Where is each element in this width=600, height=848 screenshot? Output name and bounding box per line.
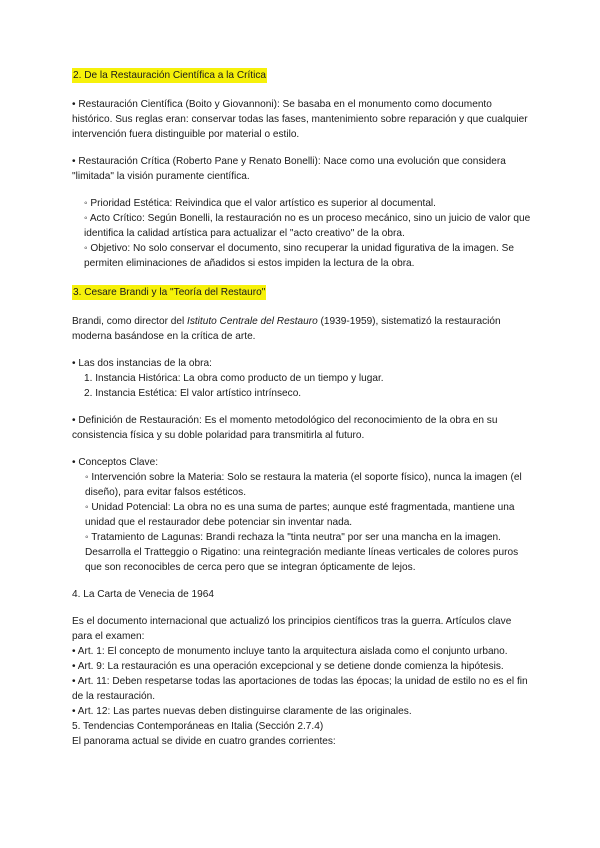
instances-title: • Las dos instancias de la obra: <box>72 358 212 369</box>
objective-bullet: ◦ Objetivo: No solo conservar el documento, sino recuperar la unidad figurativa de la imagen. Se permiten eliminaciones de añadidos si estos impiden la lectura de la obra. <box>84 243 514 269</box>
article-1-item: • Art. 1: El concepto de monumento incluye tanto la arquitectura aislada como el conjunto urbano. <box>72 646 508 657</box>
brandi-intro-end: (1939-1959), sistematizó la restauración moderna basándose en la crítica de arte. <box>72 316 501 342</box>
key-concepts-title: • Conceptos Clave: <box>72 457 159 468</box>
potential-unity-bullet: ◦ Unidad Potencial: La obra no es una suma de partes; aunque esté fragmentada, mantiene una unidad que el restaurador debe potenciar sin inventar nada. <box>85 502 515 528</box>
article-9-item: • Art. 9: La restauración es una operación excepcional y se detiene donde comienza la hipótesis. <box>72 661 504 672</box>
critical-restoration-paragraph: • Restauración Crítica (Roberto Pane y Renato Bonelli): Nace como una evolución que considera "limitada" la visión puramente científica. <box>72 156 506 182</box>
section-4-heading: 4. La Carta de Venecia de 1964 <box>72 589 214 600</box>
brandi-intro-paragraph <box>72 314 532 344</box>
institute-name: Istituto Centrale del Restauro <box>187 316 318 327</box>
article-11-item: • Art. 11: Deben respetarse todas las aportaciones de todas las épocas; la unidad de estilo no es el fin de la restauración. <box>72 676 528 702</box>
matter-intervention-bullet: ◦ Intervención sobre la Materia: Solo se restaura la materia (el soporte físico), nunca la imagen (el diseño), para evitar falsos estéticos. <box>85 472 522 498</box>
historic-instance-item: 1. Instancia Histórica: La obra como producto de un tiempo y lugar. <box>84 373 384 384</box>
section-3-heading: 3. Cesare Brandi y la "Teoría del Restauro" <box>73 287 266 298</box>
section-5-intro: El panorama actual se divide en cuatro grandes corrientes: <box>72 736 336 747</box>
section-5-heading: 5. Tendencias Contemporáneas en Italia (Sección 2.7.4) <box>72 721 324 732</box>
article-12-item: • Art. 12: Las partes nuevas deben distinguirse claramente de las originales. <box>72 706 412 717</box>
lacunae-treatment-bullet: ◦ Tratamiento de Lagunas: Brandi rechaza la "tinta neutra" por ser una mancha en la imagen. Desarrolla el Tratteggio o Rigatino: una reintegración mediante líneas verticales de colores puros que son reconocibles de cerca pero que se integran ópticamente de lejos. <box>85 532 519 573</box>
section-2-heading: 2. De la Restauración Científica a la Crítica <box>73 70 266 81</box>
aesthetic-priority-bullet: ◦ Prioridad Estética: Reivindica que el valor artístico es superior al documental. <box>84 198 436 209</box>
scientific-restoration-paragraph: • Restauración Científica (Boito y Giovannoni): Se basaba en el monumento como documento histórico. Sus reglas eran: conservar todas las fases, mantenimiento sobre reparación y que cualquier intervención fuera distinguible por material o estilo. <box>72 99 528 140</box>
aesthetic-instance-item: 2. Instancia Estética: El valor artístico intrínseco. <box>84 388 302 399</box>
brandi-intro-start: Brandi, como director del <box>72 316 188 327</box>
venice-charter-intro: Es el documento internacional que actualizó los principios científicos tras la guerra. Artículos clave para el examen: <box>72 616 512 642</box>
document-page <box>72 66 532 749</box>
restoration-definition-paragraph: • Definición de Restauración: Es el momento metodológico del reconocimiento de la obra en su consistencia física y su doble polaridad para transmitirla al futuro. <box>72 415 498 441</box>
critical-act-bullet: ◦ Acto Crítico: Según Bonelli, la restauración no es un proceso mecánico, sino un juicio de valor que identifica la calidad artística para actualizar el "acto creativo" de la obra. <box>84 213 531 239</box>
